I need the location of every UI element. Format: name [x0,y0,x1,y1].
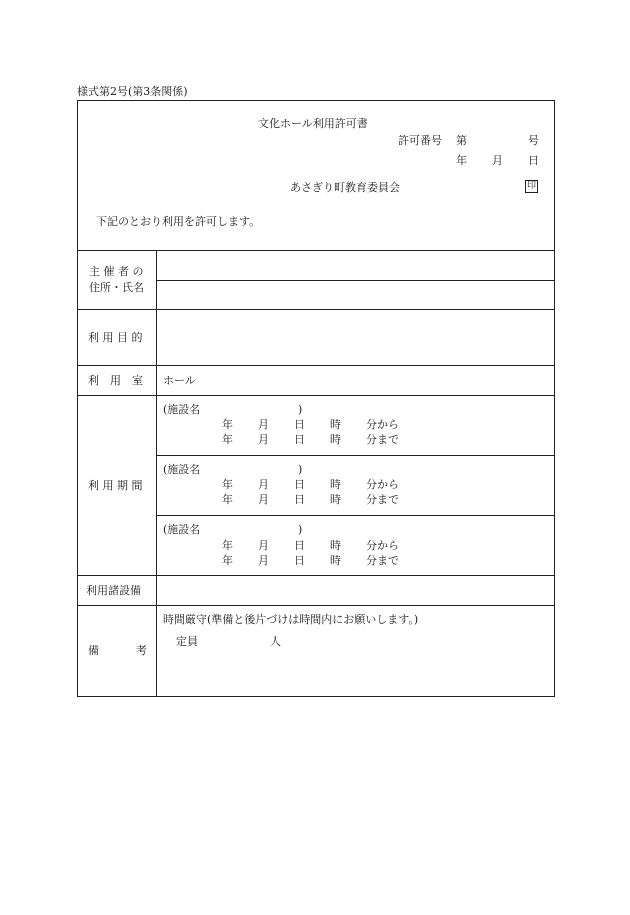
equipment-label: 利用諸設備 [86,584,141,597]
start-month: 月 [258,478,269,491]
end-until: 分まで [366,554,399,567]
facility-name-label: (施設名 [163,463,201,476]
row-divider [156,455,555,456]
row-divider [77,365,555,366]
row-divider [77,605,555,606]
period-label: 利 用 期 間 [88,479,143,492]
facility-name-close: ) [298,403,303,416]
permit-number-suffix: 号 [528,134,539,147]
facility-name-close: ) [298,523,303,536]
end-day: 日 [294,433,305,446]
permit-number-prefix: 第 [456,134,467,147]
end-hour: 時 [330,493,341,506]
permit-date-year: 年 [456,154,467,167]
end-until: 分まで [366,493,399,506]
start-hour: 時 [330,418,341,431]
issuer-name: あさぎり町教育委員会 [290,181,400,194]
end-day: 日 [294,554,305,567]
start-day: 日 [294,478,305,491]
end-hour: 時 [330,433,341,446]
remarks-label-b: 考 [136,644,147,657]
row-divider [156,515,555,516]
end-month: 月 [258,433,269,446]
facility-name-close: ) [298,463,303,476]
start-year: 年 [222,539,233,552]
equipment-field[interactable] [157,576,554,604]
capacity-unit: 人 [270,635,281,648]
start-day: 日 [294,539,305,552]
capacity-label: 定員 [176,635,198,648]
remarks-note: 時間厳守(準備と後片づけは時間内にお願いします。) [163,613,419,626]
permit-number-label: 許可番号 [398,134,442,147]
row-divider [77,395,555,396]
end-hour: 時 [330,554,341,567]
organizer-label-line1: 主 催 者 の [89,265,144,278]
form-number: 様式第2号(第3条関係) [77,85,188,98]
start-from: 分から [366,539,399,552]
seal-mark: 印 [526,181,536,191]
organizer-label-line2: 住所・氏名 [89,281,144,294]
room-label: 利 用 室 [88,374,143,387]
start-hour: 時 [330,478,341,491]
end-year: 年 [222,493,233,506]
end-year: 年 [222,554,233,567]
permit-date-month: 月 [492,154,503,167]
permit-date-day: 日 [528,154,539,167]
end-year: 年 [222,433,233,446]
facility-name-label: (施設名 [163,523,201,536]
start-month: 月 [258,539,269,552]
organizer-address-field[interactable] [157,251,554,279]
organizer-name-field[interactable] [157,281,554,308]
end-month: 月 [258,493,269,506]
end-until: 分まで [366,433,399,446]
start-month: 月 [258,418,269,431]
start-from: 分から [366,478,399,491]
start-hour: 時 [330,539,341,552]
document-title: 文化ホール利用許可書 [258,117,368,130]
room-value: ホール [163,374,196,387]
start-from: 分から [366,418,399,431]
start-day: 日 [294,418,305,431]
facility-name-label: (施設名 [163,403,201,416]
remarks-label-a: 備 [88,644,99,657]
purpose-label: 利 用 目 的 [88,331,143,344]
permission-statement: 下記のとおり利用を許可します。 [96,215,261,228]
start-year: 年 [222,418,233,431]
end-day: 日 [294,493,305,506]
end-month: 月 [258,554,269,567]
purpose-field[interactable] [157,310,554,364]
start-year: 年 [222,478,233,491]
